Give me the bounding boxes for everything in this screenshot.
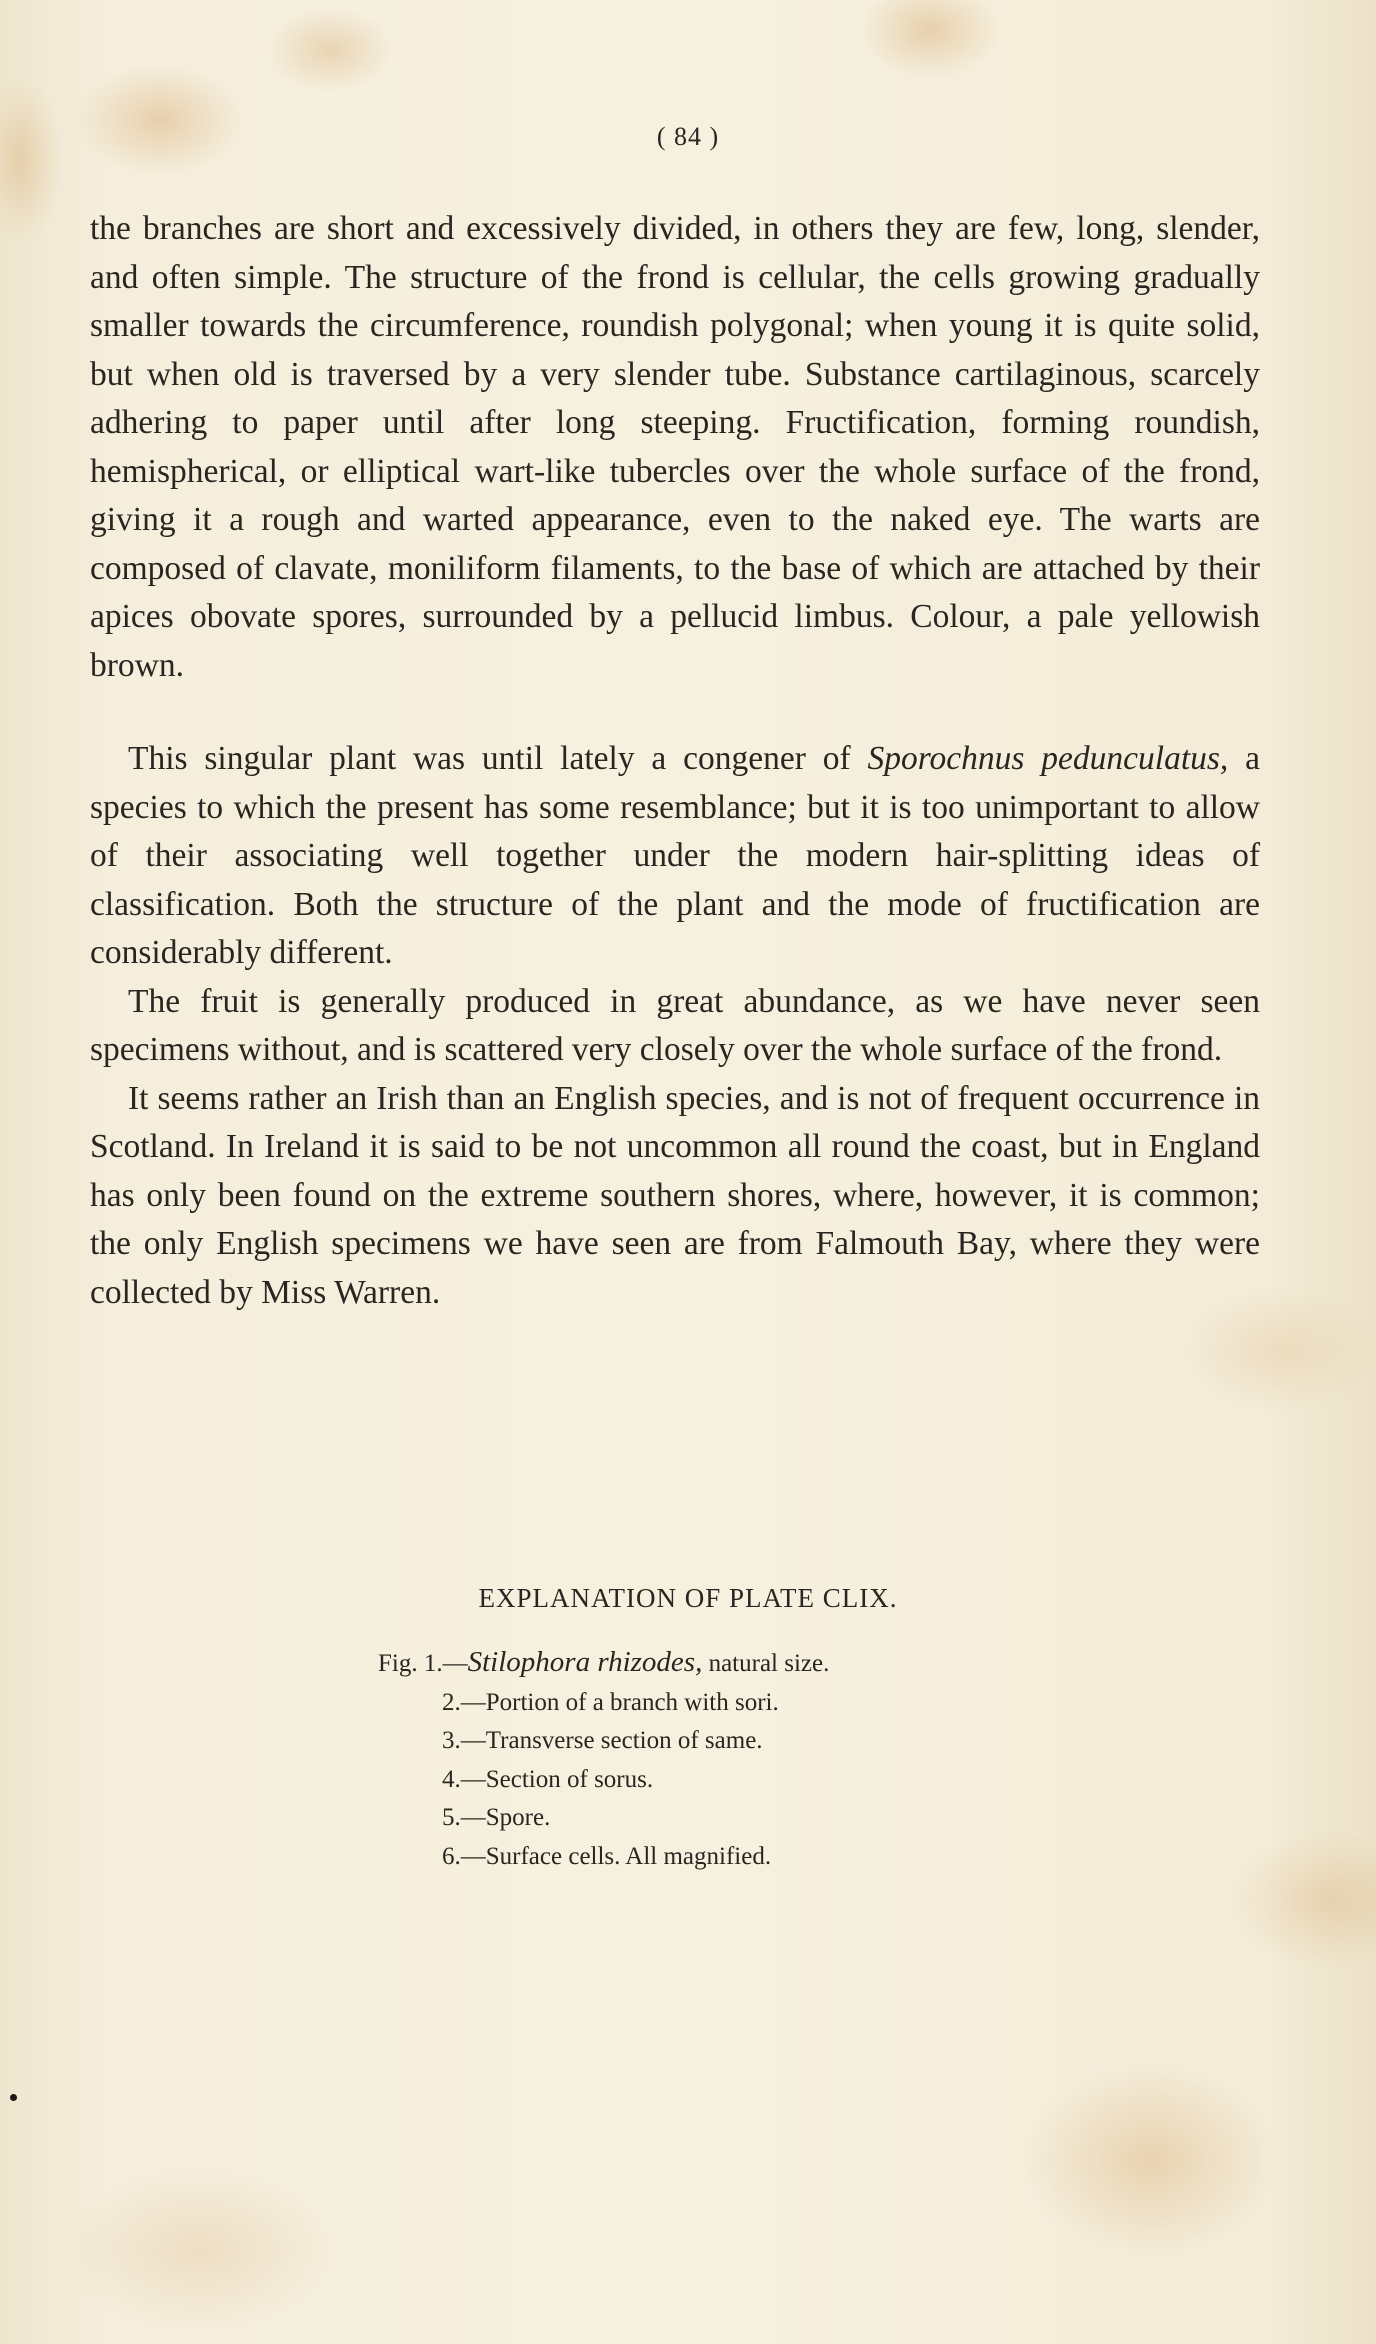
- paragraph-description: the branches are short and excessively divided, in others they are few, long, slender, and often simple. The structure of the frond is cellular, the cells growing gradually smaller towards the circumference, roundish polygonal; when young it is quite solid, but when old is traversed by a very slender tube. Substance cartilaginous, scarcely adhering to paper until after long steeping. Fructification, forming roundish, hemispherical, or elliptical wart-like tubercles over the whole surface of the frond, giving it a rough and warted appearance, even to the naked eye. The warts are composed of clavate, moniliform filaments, to the base of which are attached by their apices obovate spores, surrounded by a pellucid limbus. Colour, a pale yellowish brown.: [90, 210, 1260, 684]
- paragraph-fruit: The fruit is generally produced in great abundance, as we have never seen specimens without, and is scattered very closely over the whole surface of the frond.: [90, 982, 1260, 1068]
- figure-item-3: 3.—Transverse section of same.: [442, 1727, 763, 1754]
- plate-heading: EXPLANATION OF PLATE CLIX.: [478, 1583, 898, 1613]
- paragraph-classification-post: a species to which the present has some resemblance; but it is too unimportant to allow of their associating well together under the modern hair-splitting ideas of classification. Both the structure of the plant and the mode of fructification are considerably different.: [90, 740, 1261, 971]
- figure-item-2: 2.—Portion of a branch with sori.: [442, 1688, 779, 1716]
- ink-dot: [10, 2094, 17, 2101]
- figure-item-1: [378, 1643, 1078, 1684]
- figure-caption-rest: natural size.: [702, 1650, 830, 1677]
- paragraph-classification: [90, 735, 1260, 978]
- figure-list: [378, 1643, 1078, 1876]
- figure-item-6: 6.—Surface cells. All magnified.: [442, 1842, 772, 1870]
- figure-lead: Fig. 1.—: [378, 1650, 468, 1677]
- figure-item-5: 5.—Spore.: [442, 1804, 551, 1831]
- figure-item-4: 4.—Section of sorus.: [442, 1765, 654, 1793]
- paragraph-classification-pre: This singular plant was until lately a congener of: [128, 740, 868, 777]
- species-name-stilophora: Stilophora rhizodes,: [467, 1646, 703, 1678]
- paragraph-distribution: It seems rather an Irish than an English species, and is not of frequent occurrence in Scotland. In Ireland it is said to be not uncommon all round the coast, but in England has only been found on the extreme southern shores, where, however, it is common; the only English specimens we have seen are from Falmouth Bay, where they were collected by Miss Warren.: [90, 1079, 1260, 1311]
- species-name-sporochnus: Sporochnus pedunculatus,: [867, 740, 1229, 777]
- body-text: [90, 205, 1260, 1317]
- page-number: ( 84 ): [656, 122, 720, 151]
